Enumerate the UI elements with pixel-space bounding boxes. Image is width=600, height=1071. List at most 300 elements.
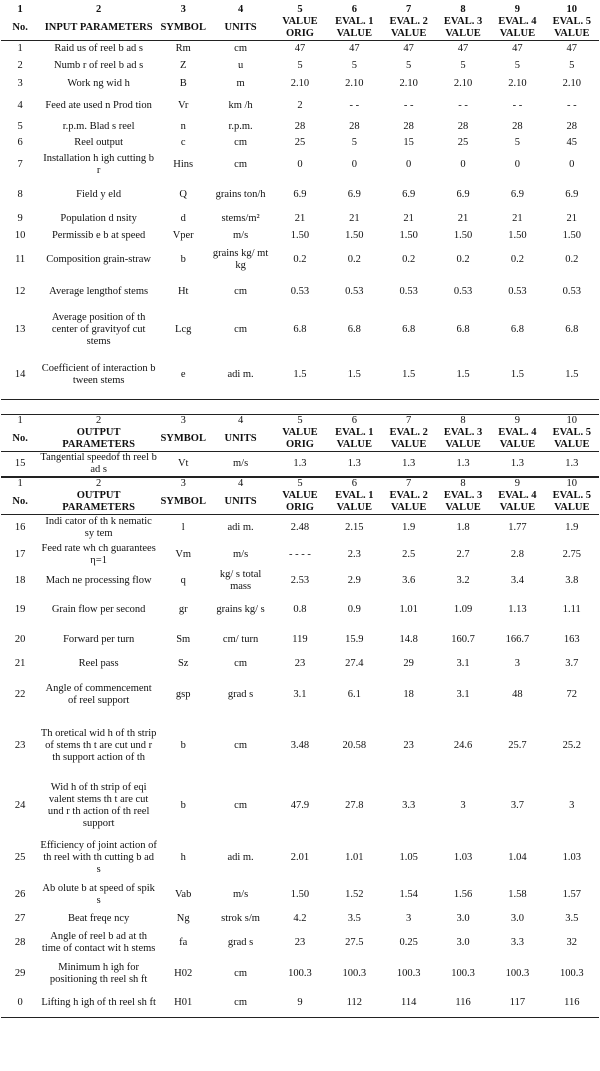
- units: kg/ s total mass: [219, 569, 262, 592]
- table-row: [1, 119, 599, 135]
- eval-3-value: 3.2: [456, 575, 470, 586]
- column-header: EVAL. 4 VALUE: [490, 427, 544, 452]
- column-index: 5: [273, 478, 327, 491]
- table-row: [1, 75, 599, 93]
- eval-4-value: 5: [514, 136, 521, 148]
- row-number: 25: [14, 851, 26, 863]
- symbol: Sz: [177, 658, 189, 669]
- eval-5-value: 1.9: [565, 522, 579, 534]
- eval-1-value: 1.52: [345, 889, 364, 900]
- column-header: EVAL. 2 VALUE: [382, 16, 436, 41]
- column-header: OUTPUT PARAMETERS: [39, 490, 158, 515]
- table-row: [1, 656, 599, 673]
- symbol: Sm: [176, 634, 191, 645]
- eval-5-value: 21: [566, 213, 578, 224]
- parameter-name: r.p.m. Blad s reel: [62, 120, 135, 132]
- units: grains kg/ s: [216, 603, 265, 615]
- units: km /h: [228, 99, 253, 111]
- eval-4-value: 1.5: [490, 352, 544, 400]
- parameter-name: Work ng wid h: [67, 77, 130, 89]
- eval-2-value: 1.05: [399, 851, 418, 863]
- eval-4-value: 1.04: [508, 851, 527, 863]
- eval-5-value: 3.5: [565, 913, 579, 924]
- table-row: [1, 673, 599, 717]
- column-header: EVAL. 3 VALUE: [436, 490, 490, 515]
- value-orig: 100.3: [288, 968, 312, 979]
- parameter-name: Grain flow per second: [51, 603, 146, 615]
- units: cm: [234, 740, 247, 751]
- eval-2-value: 1.5: [382, 352, 436, 400]
- value-orig: 1.5: [273, 352, 327, 400]
- symbol: H02: [174, 968, 193, 979]
- eval-4-value: 3.3: [510, 937, 524, 948]
- eval-3-value: 0.2: [456, 253, 470, 265]
- eval-4-value: 1.13: [508, 603, 527, 615]
- eval-4-value: 47: [512, 43, 523, 55]
- column-index: 10: [545, 478, 599, 491]
- column-header: EVAL. 1 VALUE: [327, 16, 381, 41]
- column-header: SYMBOL: [158, 490, 208, 515]
- symbol: Q: [179, 188, 187, 200]
- eval-5-value: 72: [566, 688, 578, 700]
- eval-3-value: 100.3: [451, 968, 475, 979]
- column-index-row: [1, 415, 599, 428]
- table-row: [1, 352, 599, 400]
- column-header: EVAL. 4 VALUE: [490, 16, 544, 41]
- eval-4-value: 21: [512, 213, 523, 224]
- eval-4-value: 3.4: [510, 575, 524, 586]
- table-row: [1, 308, 599, 352]
- table-row: [1, 228, 599, 244]
- parameter-name: Forward per turn: [63, 634, 135, 645]
- units: m/s: [208, 452, 272, 477]
- row-number: 13: [14, 323, 26, 335]
- eval-2-value: 0.25: [399, 937, 418, 948]
- eval-1-value: 15.9: [345, 634, 364, 645]
- eval-1-value: 1.01: [345, 851, 364, 863]
- row-number: 17: [14, 548, 26, 560]
- eval-3-value: 3.1: [456, 688, 470, 700]
- table-row: [1, 625, 599, 656]
- column-index: 1: [1, 415, 39, 428]
- eval-5-value: 3.8: [565, 575, 579, 586]
- eval-4-value: 6.8: [510, 323, 524, 335]
- table-row: [1, 244, 599, 276]
- column-header: UNITS: [208, 16, 272, 41]
- units: cm: [234, 285, 247, 297]
- eval-2-value: 1.01: [399, 603, 418, 615]
- symbol: n: [180, 120, 186, 132]
- column-header: SYMBOL: [158, 16, 208, 41]
- eval-4-value: 1.77: [508, 522, 527, 534]
- column-index: 7: [382, 478, 436, 491]
- eval-3-value: 6.8: [456, 323, 470, 335]
- symbol: Hins: [173, 158, 194, 170]
- row-number: 3: [17, 77, 23, 89]
- eval-2-value: 5: [406, 60, 412, 71]
- eval-3-value: 0: [460, 158, 466, 170]
- eval-3-value: 5: [460, 60, 466, 71]
- table-row: [1, 568, 599, 595]
- eval-2-value: 28: [403, 120, 414, 132]
- units: cm/ turn: [222, 634, 259, 645]
- value-orig: 2.10: [290, 77, 310, 89]
- value-orig: 23: [294, 658, 306, 669]
- column-header: EVAL. 4 VALUE: [490, 490, 544, 515]
- eval-2-value: 21: [403, 213, 414, 224]
- eval-3-value: 3.1: [456, 658, 470, 669]
- column-index-row: [1, 478, 599, 491]
- eval-5-value: 28: [566, 120, 578, 132]
- output-parameters-table-1: [1, 414, 599, 477]
- table-row: [1, 93, 599, 119]
- row-number: 28: [14, 937, 26, 948]
- column-index: 2: [96, 4, 102, 15]
- eval-4-value: 3: [514, 658, 521, 669]
- column-header: UNITS: [208, 427, 272, 452]
- table-row: [1, 211, 599, 228]
- units: grains ton/h: [215, 188, 266, 200]
- eval-1-value: 2.3: [347, 548, 361, 560]
- symbol: Vt: [158, 452, 208, 477]
- value-orig: 0.53: [290, 285, 310, 297]
- eval-1-value: 27.5: [345, 937, 364, 948]
- column-header: SYMBOL: [158, 427, 208, 452]
- eval-4-value: 2.8: [510, 548, 524, 560]
- eval-5-value: 163: [563, 634, 580, 645]
- eval-1-value: 0: [351, 158, 357, 170]
- parameter-name: Raid us of reel b ad s: [54, 43, 143, 55]
- eval-1-value: - -: [349, 99, 360, 111]
- row-number: 23: [14, 740, 26, 751]
- row-number: 15: [1, 452, 39, 477]
- symbol: Lcg: [175, 323, 192, 335]
- eval-1-value: 3.5: [347, 913, 361, 924]
- eval-2-value: 47: [403, 43, 414, 55]
- value-orig: 47: [294, 43, 306, 55]
- value-orig: 2: [297, 99, 303, 111]
- eval-4-value: 100.3: [505, 968, 530, 979]
- value-orig: 21: [294, 213, 306, 224]
- eval-1-value: 28: [349, 120, 360, 132]
- eval-2-value: 1.9: [402, 522, 416, 534]
- column-header: VALUE ORIG: [273, 490, 327, 515]
- eval-5-value: 1.3: [545, 452, 599, 477]
- eval-5-value: 116: [545, 990, 599, 1018]
- eval-1-value: 6.8: [347, 323, 361, 335]
- eval-2-value: 18: [403, 688, 414, 700]
- eval-5-value: 0.53: [562, 285, 581, 297]
- value-orig: 4.2: [293, 913, 307, 924]
- column-index: 6: [327, 415, 381, 428]
- parameter-name: Average lengthof stems: [49, 285, 149, 297]
- eval-3-value: 1.8: [456, 522, 470, 534]
- eval-3-value: 6.9: [456, 188, 470, 200]
- column-index: 2: [39, 415, 158, 428]
- eval-5-value: 1.11: [562, 603, 581, 615]
- eval-2-value: 2.10: [399, 77, 418, 89]
- row-number: 21: [14, 658, 26, 669]
- table-row: [1, 542, 599, 568]
- table-row: [1, 179, 599, 211]
- units: adi m.: [227, 851, 254, 863]
- column-index: 10: [566, 4, 578, 15]
- eval-3-value: 3.0: [456, 913, 470, 924]
- row-number: 18: [14, 575, 26, 586]
- eval-3-value: 21: [457, 213, 469, 224]
- column-index: 10: [545, 415, 599, 428]
- units: cm: [234, 158, 247, 170]
- eval-3-value: 1.50: [453, 229, 473, 241]
- parameter-name: Lifting h igh of th reel sh ft: [39, 990, 158, 1018]
- table-row: [1, 276, 599, 308]
- column-index: 3: [180, 4, 186, 15]
- eval-2-value: 29: [403, 658, 414, 669]
- eval-5-value: 3.7: [565, 658, 579, 669]
- eval-1-value: 6.9: [347, 188, 361, 200]
- value-orig: 5: [297, 60, 303, 71]
- row-number: 27: [14, 913, 26, 924]
- symbol: Z: [179, 60, 187, 71]
- column-header: No.: [1, 490, 39, 515]
- eval-4-value: 28: [512, 120, 523, 132]
- eval-2-value: 1.50: [399, 229, 418, 241]
- row-number: 2: [17, 60, 23, 71]
- column-index: 3: [158, 478, 208, 491]
- eval-3-value: 3: [460, 799, 466, 811]
- column-index: 7: [406, 4, 412, 15]
- column-index: 9: [514, 4, 521, 15]
- column-index: 6: [351, 4, 357, 15]
- eval-4-value: 0.2: [510, 253, 524, 265]
- table-row: [1, 595, 599, 625]
- symbol: e: [158, 352, 208, 400]
- value-orig: 6.9: [293, 188, 307, 200]
- eval-2-value: 1.54: [399, 889, 418, 900]
- table-row: [1, 990, 599, 1018]
- column-index: 9: [490, 478, 544, 491]
- eval-2-value: 14.8: [399, 634, 418, 645]
- eval-4-value: 6.9: [510, 188, 524, 200]
- value-orig: 2.53: [290, 575, 310, 586]
- eval-4-value: 1.3: [490, 452, 544, 477]
- row-number: 0: [1, 990, 39, 1018]
- eval-3-value: 1.56: [453, 889, 473, 900]
- eval-2-value: 6.8: [402, 323, 416, 335]
- eval-3-value: 2.10: [453, 77, 473, 89]
- eval-4-value: 48: [512, 688, 523, 700]
- row-number: 10: [14, 229, 26, 241]
- row-number: 24: [14, 799, 26, 811]
- eval-5-value: 1.03: [562, 851, 581, 863]
- units: r.p.m.: [228, 120, 253, 132]
- column-index: 6: [327, 478, 381, 491]
- eval-5-value: 1.50: [562, 229, 581, 241]
- eval-5-value: 100.3: [559, 968, 584, 979]
- row-number: 4: [17, 99, 23, 111]
- value-orig: 3.48: [290, 740, 310, 751]
- units: m/s: [232, 548, 249, 560]
- output-header-row: [1, 427, 599, 452]
- eval-1-value: 21: [349, 213, 360, 224]
- eval-5-value: 2.10: [562, 77, 581, 89]
- symbol: q: [180, 575, 186, 586]
- value-orig: 1.3: [273, 452, 327, 477]
- table-row: [1, 717, 599, 776]
- row-number: 8: [17, 188, 23, 200]
- eval-4-value: 1.50: [508, 229, 527, 241]
- column-header: INPUT PARAMETERS: [39, 16, 158, 41]
- table-row: [1, 880, 599, 911]
- units: adi m.: [227, 522, 254, 534]
- table-row: [1, 928, 599, 959]
- symbol: fa: [179, 937, 188, 948]
- eval-5-value: 32: [566, 937, 578, 948]
- parameter-name: Numb r of reel b ad s: [54, 60, 144, 71]
- symbol: Ht: [177, 285, 189, 297]
- symbol: b: [180, 740, 186, 751]
- eval-3-value: 25: [457, 136, 469, 148]
- parameter-name: Field y eld: [76, 188, 122, 200]
- symbol: b: [180, 253, 186, 265]
- eval-1-value: 27.4: [345, 658, 364, 669]
- eval-5-value: 1.5: [545, 352, 599, 400]
- row-number: 20: [14, 634, 26, 645]
- units: m: [236, 77, 245, 89]
- value-orig: - - - -: [289, 548, 311, 560]
- units: cm: [234, 658, 247, 669]
- eval-1-value: 112: [327, 990, 381, 1018]
- table-row: [1, 959, 599, 990]
- row-number: 29: [14, 968, 26, 979]
- eval-5-value: 3: [569, 799, 575, 811]
- table-row: [1, 58, 599, 75]
- eval-4-value: 0: [514, 158, 521, 170]
- table-row: [1, 135, 599, 151]
- value-orig: 0.8: [293, 603, 307, 615]
- eval-1-value: 5: [351, 60, 357, 71]
- column-header: EVAL. 1 VALUE: [327, 490, 381, 515]
- parameter-name: Average position of th center of gravityof cut stems: [51, 311, 146, 347]
- eval-2-value: 0: [406, 158, 412, 170]
- column-header: EVAL. 1 VALUE: [327, 427, 381, 452]
- parameter-name: Composition grain-straw: [46, 253, 151, 265]
- units: cm: [234, 968, 247, 979]
- column-index: 5: [273, 415, 327, 428]
- units: adi m.: [208, 352, 272, 400]
- eval-4-value: 3.0: [510, 913, 524, 924]
- eval-5-value: 6.8: [565, 323, 579, 335]
- value-orig: 3.1: [293, 688, 307, 700]
- eval-2-value: 3.3: [402, 799, 416, 811]
- units: cm: [234, 799, 247, 811]
- column-index: 8: [436, 478, 490, 491]
- eval-1-value: 27.8: [345, 799, 364, 811]
- row-number: 11: [15, 253, 26, 265]
- symbol: b: [180, 799, 186, 811]
- eval-3-value: 1.09: [453, 603, 473, 615]
- input-header-row: [1, 16, 599, 41]
- parameter-name: Angle of commencement of reel support: [45, 682, 152, 706]
- eval-3-value: 160.7: [451, 634, 475, 645]
- eval-2-value: 0.2: [402, 253, 416, 265]
- value-orig: 2.48: [290, 522, 310, 534]
- column-header: OUTPUT PARAMETERS: [39, 427, 158, 452]
- value-orig: 2.01: [290, 851, 310, 863]
- eval-4-value: 2.10: [508, 77, 527, 89]
- column-index: 9: [490, 415, 544, 428]
- eval-4-value: 117: [490, 990, 544, 1018]
- row-number: 12: [14, 285, 26, 297]
- units: m/s: [232, 229, 249, 241]
- eval-2-value: 3.6: [402, 575, 416, 586]
- eval-5-value: - -: [566, 99, 577, 111]
- eval-3-value: 24.6: [453, 740, 473, 751]
- eval-1-value: 2.10: [345, 77, 364, 89]
- row-number: 16: [14, 522, 26, 534]
- parameter-name: Feed ate used n Prod tion: [45, 99, 152, 111]
- eval-5-value: 1.57: [562, 889, 581, 900]
- output-header-row: [1, 490, 599, 515]
- eval-4-value: 25.7: [508, 740, 527, 751]
- eval-3-value: 2.7: [456, 548, 470, 560]
- eval-1-value: 47: [349, 43, 360, 55]
- eval-5-value: 45: [566, 136, 578, 148]
- column-header: No.: [1, 427, 39, 452]
- parameter-name: Reel pass: [78, 658, 119, 669]
- eval-5-value: 47: [566, 43, 578, 55]
- eval-3-value: 47: [457, 43, 469, 55]
- eval-5-value: 5: [569, 60, 575, 71]
- symbol: Ng: [176, 913, 190, 924]
- eval-3-value: 1.03: [453, 851, 473, 863]
- value-orig: 119: [292, 634, 308, 645]
- row-number: 26: [14, 889, 26, 900]
- value-orig: 25: [294, 136, 306, 148]
- column-header: No.: [1, 16, 39, 41]
- value-orig: 1.50: [290, 229, 310, 241]
- table-row: [1, 452, 599, 477]
- symbol: H01: [158, 990, 208, 1018]
- symbol: d: [180, 213, 186, 224]
- row-number: 1: [17, 43, 23, 55]
- symbol: B: [179, 77, 187, 89]
- eval-1-value: 6.1: [347, 688, 361, 700]
- column-header: EVAL. 5 VALUE: [545, 490, 599, 515]
- eval-2-value: 1.3: [382, 452, 436, 477]
- symbol: Vab: [175, 889, 192, 900]
- units: u: [237, 60, 244, 71]
- column-header: EVAL. 3 VALUE: [436, 427, 490, 452]
- column-header: VALUE ORIG: [273, 16, 327, 41]
- symbol: Vr: [177, 99, 189, 111]
- eval-1-value: 1.3: [327, 452, 381, 477]
- eval-5-value: 0: [569, 158, 575, 170]
- column-header: EVAL. 3 VALUE: [436, 16, 490, 41]
- table-row: [1, 836, 599, 880]
- symbol: l: [181, 522, 185, 534]
- section-gap: [0, 400, 600, 414]
- parameter-name: Minimum h igh for positioning th reel sh ft: [49, 962, 148, 985]
- value-orig: 6.8: [293, 323, 307, 335]
- input-parameters-table: [1, 4, 599, 400]
- eval-3-value: 1.5: [436, 352, 490, 400]
- eval-4-value: 5: [514, 60, 521, 71]
- table-row: [1, 776, 599, 836]
- eval-2-value: 100.3: [396, 968, 421, 979]
- parameter-name: Tangential speedof th reel b ad s: [40, 452, 157, 475]
- column-index: 4: [237, 4, 244, 15]
